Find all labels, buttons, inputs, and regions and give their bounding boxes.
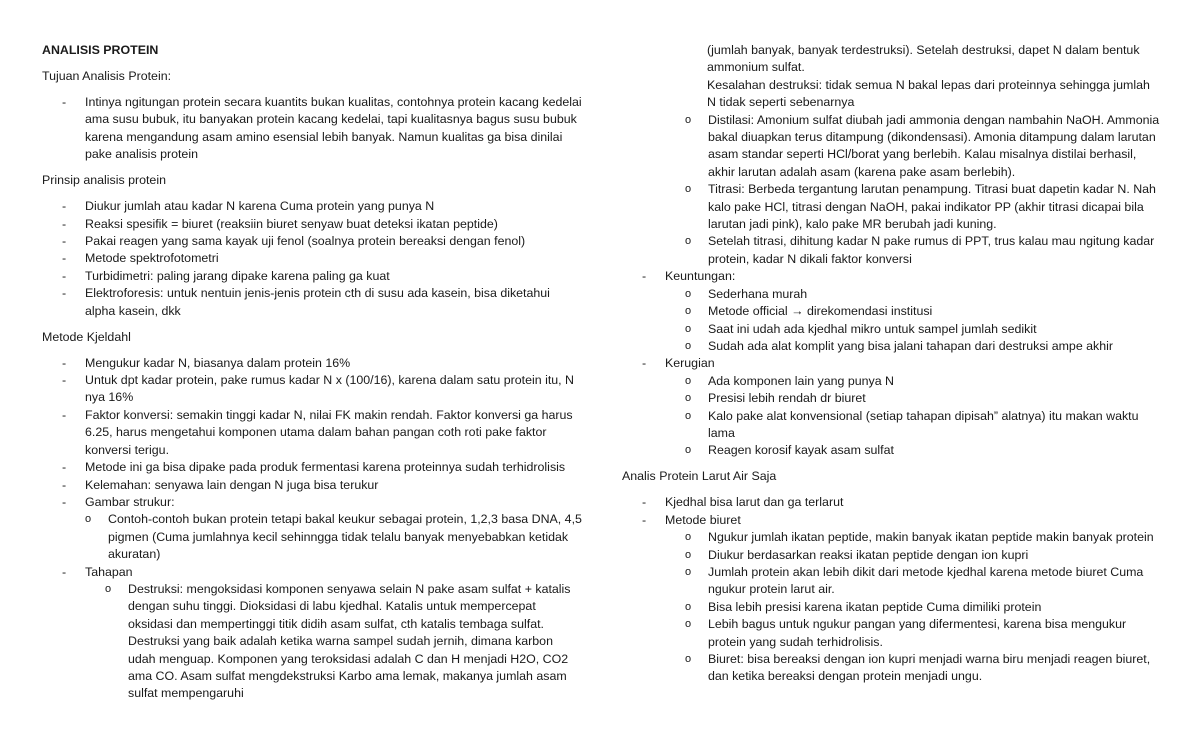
prinsip-list xyxy=(42,198,582,320)
sub-list-item: o Metode official → direkomendasi institusi xyxy=(685,304,933,319)
list-item: - Kerugian o Ada komponen lain yang punya N o Presisi lebih rendah dr biuret o Kalo pake alat konvensional (setiap tahapan dipisah” alatnya) itu makan waktu lama o Reagen korosif kayak asam sulfat xyxy=(622,355,1162,459)
sub-list-item: o Biuret: bisa bereaksi dengan ion kupri menjadi warna biru menjadi reagen biuret, dan ketika bereaksi dengan protein menjadi ungu. xyxy=(685,652,1151,684)
sub-list-item: o Jumlah protein akan lebih dikit dari metode kjedhal karena metode biuret Cuma ngukur protein larut air. xyxy=(685,564,1144,597)
list-item: - Elektroforesis: untuk nentuin jenis-jenis protein cth di susu ada kasein, bisa diketahui alpha kasein, dkk xyxy=(62,286,550,318)
list-item: - Turbidimetri: paling jarang dipake karena paling ga kuat xyxy=(62,268,390,283)
destruksi-continuation xyxy=(622,42,1162,112)
list-item: - Keuntungan: o Sederhana murah o Metode official → direkomendasi institusi o Saat ini udah ada kjedhal mikro untuk sampel jumlah sedikit o Sudah ada alat komplit yang bisa jalani tahapan dari destruksi ampe akhir xyxy=(622,268,1162,355)
kjeldahl-list-continued xyxy=(622,268,1162,459)
list-item: - Faktor konversi: semakin tinggi kadar N, nilai FK makin rendah. Faktor konversi ga harus 6.25, harus mengetahui komponen utama dalam bahan pangan coth roti pake faktor konversi terigu. xyxy=(62,407,573,457)
sub-list-item: o Setelah titrasi, dihitung kadar N pake rumus di PPT, trus kalau mau ngitung kadar protein, kadar N dikali faktor konversi xyxy=(685,234,1155,266)
list-item: - Tahapan o Destruksi: mengoksidasi komponen senyawa selain N pake asam sulfat + katalis dengan suhu tinggi. Dioksidasi di labu kjedhal. Katalis untuk mempercepat oksidasi dan mempertinggi titik didih asam sulfat, cth katalis tembaga sulfat. Destruksi yang baik adalah ketika warna sampel sudah jernih, dimana karbon udah menguap. Komponen yang teroksidasi adalah C dan H menjadi H2O, CO2 ama CO. Asam sulfat mengdekstruksi Karbo ama lemak, makanya jumlah asam sulfat mempengaruhi xyxy=(42,564,582,703)
sub-list-item: o Kalo pake alat konvensional (setiap tahapan dipisah” alatnya) itu makan waktu lama xyxy=(685,408,1139,440)
continuation-text: (jumlah banyak, banyak terdestruksi). Setelah destruksi, dapet N dalam bentuk ammonium sulfat. xyxy=(707,43,1140,75)
tujuan-list xyxy=(42,94,582,164)
kjeldahl-heading: Metode Kjeldahl xyxy=(42,329,131,344)
larut-list xyxy=(622,494,1162,685)
document-title: ANALISIS PROTEIN xyxy=(42,43,159,57)
kerugian-sublist xyxy=(665,373,1162,460)
list-item: - Metode biuret o Ngukur jumlah ikatan peptide, makin banyak ikatan peptide makin banyak protein o Diukur berdasarkan reaksi ikatan peptide dengan ion kupri o Jumlah protein akan lebih dikit dari metode kjedhal karena metode biuret Cuma ngukur protein larut air. o Bisa lebih presisi karena ikatan peptide Cuma dimiliki protein o Lebih bagus untuk ngukur pangan yang difermentesi, karena bisa mengukur protein yang sudah terhidrolisis. o Biuret: bisa bereaksi dengan ion kupri menjadi warna biru menjadi reagen biuret, dan ketika bereaksi dengan protein menjadi ungu. xyxy=(622,512,1162,686)
left-column xyxy=(42,42,582,703)
sub-list-item: o Bisa lebih presisi karena ikatan peptide Cuma dimiliki protein xyxy=(685,599,1042,614)
sub-list-item: o Reagen korosif kayak asam sulfat xyxy=(685,443,894,458)
list-item: - Intinya ngitungan protein secara kuantits bukan kualitas, contohnya protein kacang kedelai ama susu bubuk, itu banyakan protein kacang kedelai, tapi kualitasnya bagus susu bubuk karena mengandung asam amino esensial lebih banyak. Namun kualitas ga bisa dinilai pake analisis protein xyxy=(62,95,582,162)
sub-list-item: o Diukur berdasarkan reaksi ikatan peptide dengan ion kupri xyxy=(685,547,1029,562)
sub-list-item: o Ngukur jumlah ikatan peptide, makin banyak ikatan peptide makin banyak protein xyxy=(685,530,1154,545)
tahapan-sublist xyxy=(85,581,582,703)
list-item: - Reaksi spesifik = biuret (reaksiin biuret senyaw buat deteksi ikatan peptide) xyxy=(62,216,498,231)
sub-list-item: o Ada komponen lain yang punya N xyxy=(685,373,894,388)
sub-list-item: o Distilasi: Amonium sulfat diubah jadi ammonia dengan nambahin NaOH. Ammonia bakal diuapkan terus ditampung (dikondensasi). Amonia ditampung dalam larutan asam standar seperti HCl/borat yang berlebih. Kalau misalnya distilai berhasil, akhir larutan adalah asam (karena pake asam berlebih). xyxy=(685,112,1160,179)
sub-list-item: o Lebih bagus untuk ngukur pangan yang difermentesi, karena bisa mengukur protein yang sudah terhidrolisis. xyxy=(685,617,1127,649)
list-item: - Kjedhal bisa larut dan ga terlarut xyxy=(642,495,844,510)
sub-list-item: o Destruksi: mengoksidasi komponen senyawa selain N pake asam sulfat + katalis dengan suhu tinggi. Dioksidasi di labu kjedhal. Katalis untuk mempercepat oksidasi dan mempertinggi titik didih asam sulfat, cth katalis tembaga sulfat. Destruksi yang baik adalah ketika warna sampel sudah jernih, dimana karbon udah menguap. Komponen yang teroksidasi adalah C dan H menjadi H2O, CO2 ama CO. Asam sulfat mengdekstruksi Karbo ama lemak, makanya jumlah asam sulfat mempengaruhi xyxy=(105,581,571,701)
list-item: - Metode spektrofotometri xyxy=(62,251,219,266)
list-item: - Gambar strukur: o Contoh-contoh bukan protein tetapi bakal keukur sebagai protein, 1,2,3 basa DNA, 4,5 pigmen (Cuma jumlahnya kecil sehinngga tidak telalu banyak menyebabkan ketidak akuratan) xyxy=(42,494,582,564)
sub-list-item: o Contoh-contoh bukan protein tetapi bakal keukur sebagai protein, 1,2,3 basa DNA, 4,5 pigmen (Cuma jumlahnya kecil sehinngga tidak telalu banyak menyebabkan ketidak akuratan) xyxy=(85,512,582,562)
right-column xyxy=(622,42,1162,686)
continuation-text: Kesalahan destruksi: tidak semua N bakal lepas dari proteinnya sehingga jumlah N tidak seperti sebenarnya xyxy=(707,77,1150,110)
larut-heading: Analis Protein Larut Air Saja xyxy=(622,469,777,484)
list-item: - Mengukur kadar N, biasanya dalam protein 16% xyxy=(62,355,351,370)
sub-list-item: o Sederhana murah xyxy=(685,286,808,301)
prinsip-heading: Prinsip analisis protein xyxy=(42,173,166,188)
biuret-sublist xyxy=(665,529,1162,686)
sub-list-item: o Saat ini udah ada kjedhal mikro untuk sampel jumlah sedikit xyxy=(685,321,1037,336)
list-item: - Untuk dpt kadar protein, pake rumus kadar N x (100/16), karena dalam satu protein itu, N nya 16% xyxy=(62,373,574,405)
sub-list-item: o Titrasi: Berbeda tergantung larutan penampung. Titrasi buat dapetin kadar N. Nah kalo pake HCl, titrasi dengan NaOH, pakai indikator PP (akhir titrasi dicapai bila larutan jadi pink), kalo pake MR berubah jadi kuning. xyxy=(685,182,1156,232)
sub-list-item: o Presisi lebih rendah dr biuret xyxy=(685,391,866,406)
sub-list-item: o Sudah ada alat komplit yang bisa jalani tahapan dari destruksi ampe akhir xyxy=(685,338,1114,353)
tahapan-sublist-continued xyxy=(622,112,1162,269)
list-item: - Metode ini ga bisa dipake pada produk fermentasi karena proteinnya sudah terhidrolisis xyxy=(62,460,566,475)
gambar-sublist xyxy=(65,511,582,563)
keuntungan-sublist xyxy=(665,286,1162,356)
tujuan-heading: Tujuan Analisis Protein: xyxy=(42,69,172,83)
list-item: - Kelemahan: senyawa lain dengan N juga bisa terukur xyxy=(62,477,379,492)
list-item: - Diukur jumlah atau kadar N karena Cuma protein yang punya N xyxy=(62,199,435,214)
list-item: - Pakai reagen yang sama kayak uji fenol (soalnya protein bereaksi dengan fenol) xyxy=(62,234,526,249)
kjeldahl-list xyxy=(42,355,582,703)
